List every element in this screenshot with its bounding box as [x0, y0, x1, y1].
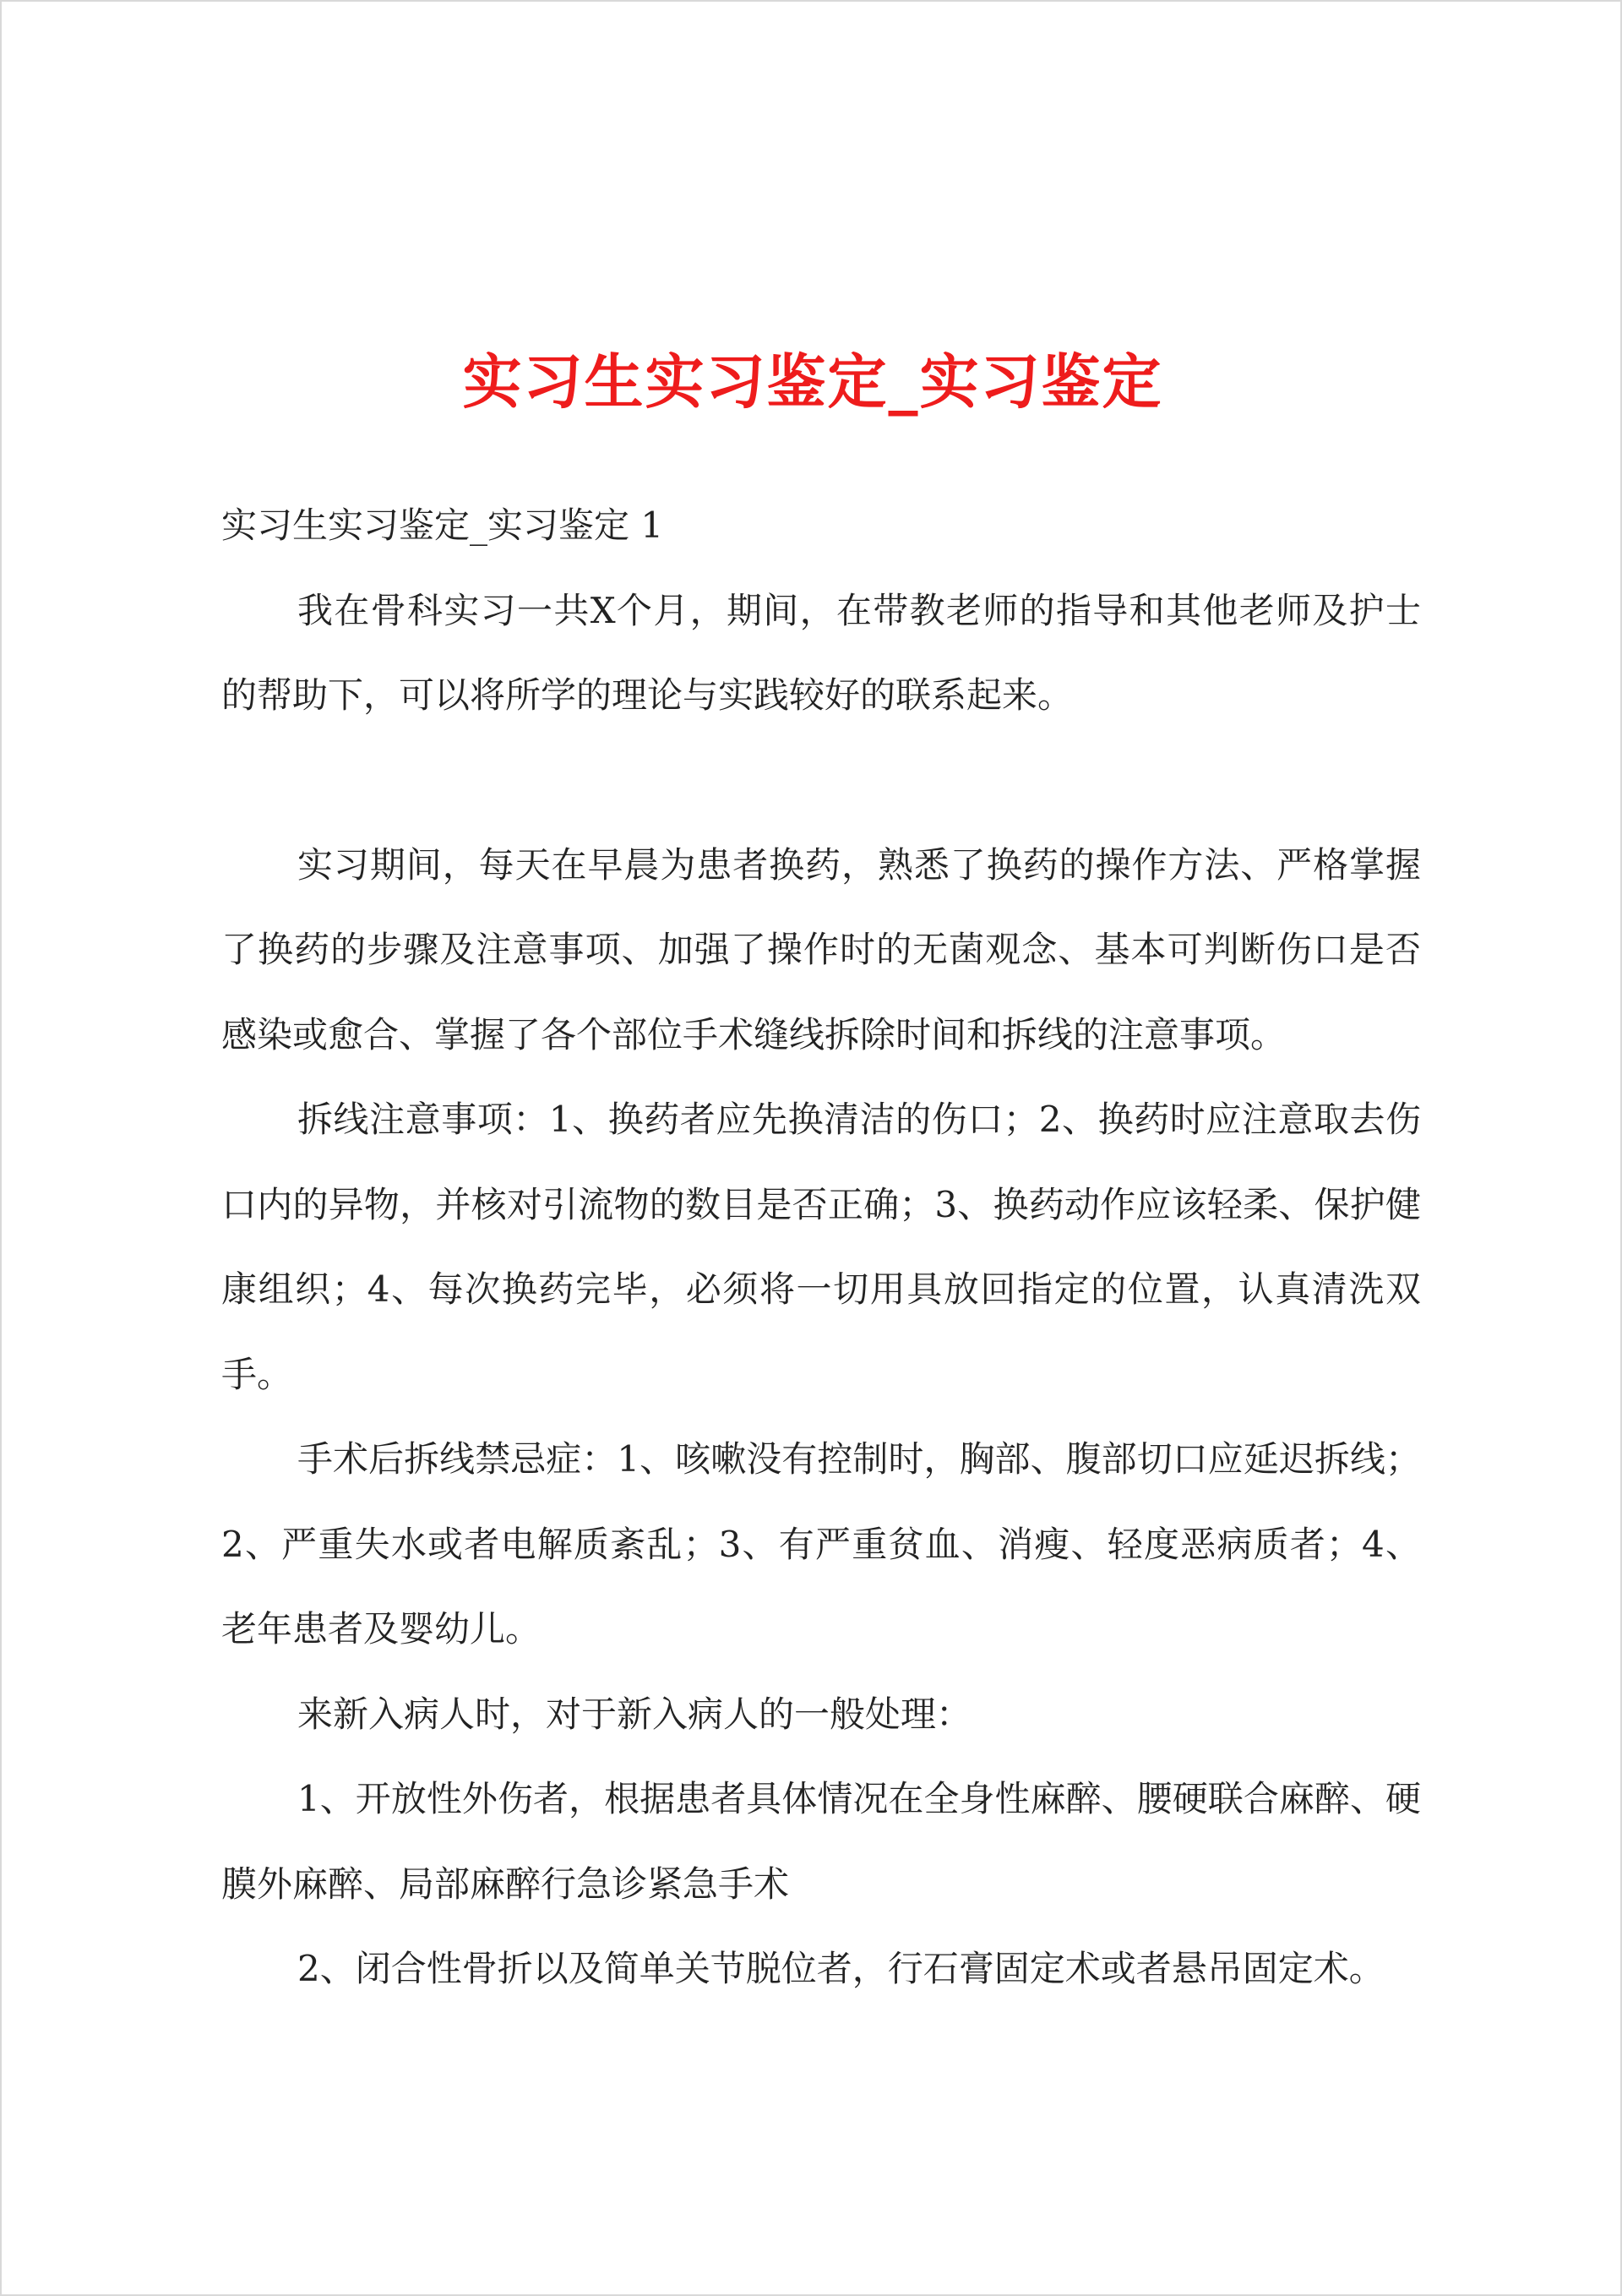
document-body: [221, 483, 1421, 2012]
paragraph-contraindications: 手术后拆线禁忌症：1、咳嗽没有控制时，胸部、腹部切口应延迟拆线；2、严重失水或者电解质紊乱；3、有严重贫血、消瘦、轻度恶病质者；4、老年患者及婴幼儿。: [221, 1438, 1421, 1650]
paragraph-closed-fracture: 2、闭合性骨折以及简单关节脱位者，行石膏固定术或者悬吊固定术。: [297, 1948, 1385, 1989]
document-title: 实习生实习鉴定_实习鉴定: [462, 346, 1163, 417]
paragraph-spacer: [221, 739, 1421, 823]
paragraph-open-trauma: 1、开放性外伤者，根据患者具体情况在全身性麻醉、腰硬联合麻醉、硬膜外麻醉、局部麻醉行急诊紧急手术: [221, 1778, 1421, 1905]
paragraph-new-patient-intro: 来新入病人时，对于新入病人的一般处理：: [297, 1693, 972, 1735]
paragraph-intro: 我在骨科实习一共X个月，期间，在带教老师的指导和其他老师及护士的帮助下，可以将所学的理论与实践较好的联系起来。: [221, 589, 1421, 716]
paragraph-dressing-change: 实习期间，每天在早晨为患者换药，熟悉了换药的操作方法、严格掌握了换药的步骤及注意事项、加强了操作时的无菌观念、基本可判断伤口是否感染或愈合、掌握了各个部位手术缝线拆除时间和拆线的注意事项。: [221, 843, 1421, 1055]
paragraph-suture-removal-notes: 拆线注意事项：1、换药者应先换清洁的伤口；2、换药时应注意取去伤口内的异物，并核对引流物的数目是否正确；3、换药动作应该轻柔、保护健康组织；4、每次换药完毕，必须将一切用具放回指定的位置，认真清洗双手。: [221, 1099, 1421, 1395]
section-heading: 实习生实习鉴定_实习鉴定 1: [221, 504, 664, 546]
